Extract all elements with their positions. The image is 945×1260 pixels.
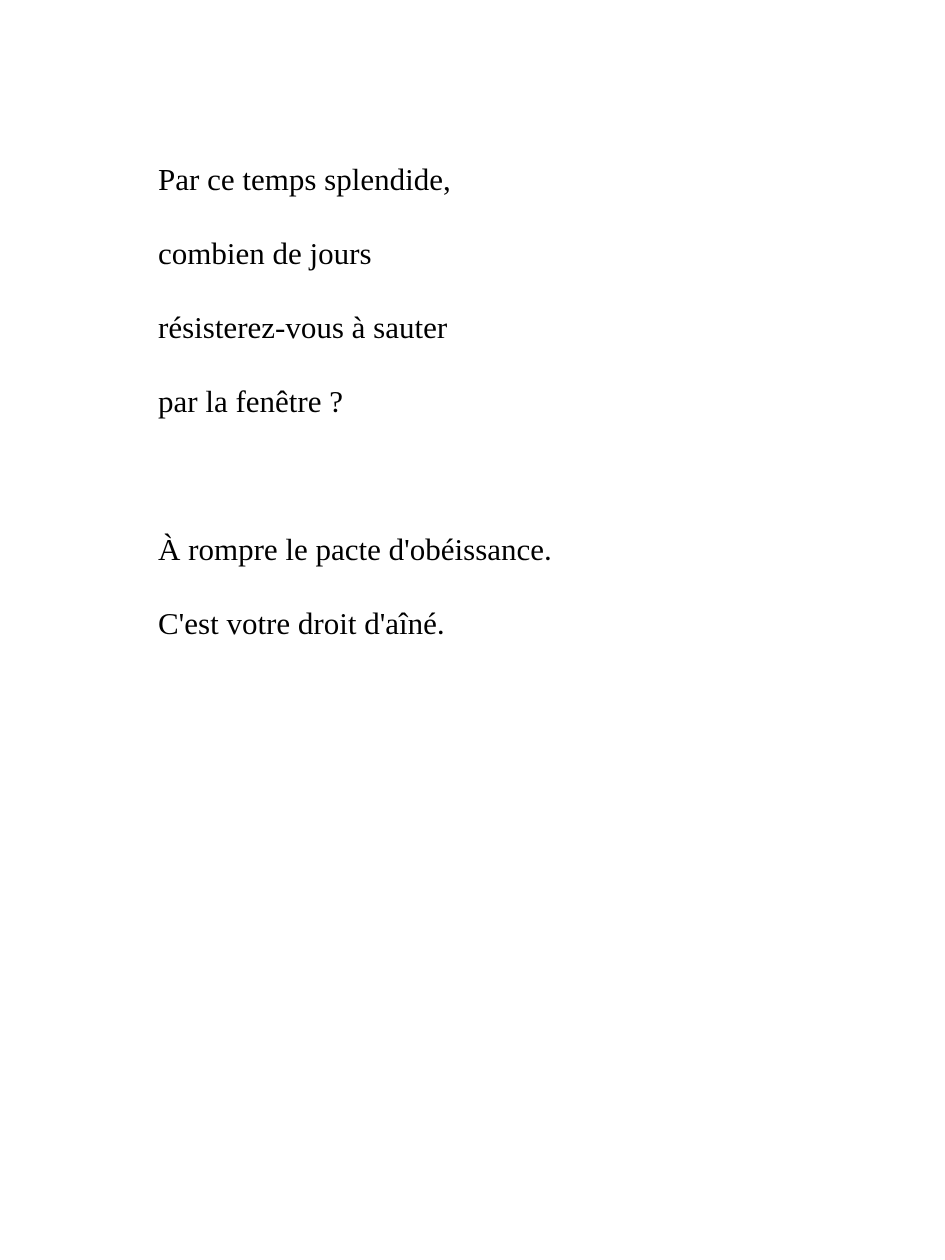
poem-line: À rompre le pacte d'obéissance. <box>158 532 552 567</box>
poem-line: C'est votre droit d'aîné. <box>158 606 445 641</box>
poem-line: combien de jours <box>158 236 372 271</box>
poem-line: par la fenêtre ? <box>158 384 344 419</box>
poem-line: Par ce temps splendide, <box>158 162 451 197</box>
poem-line: résisterez-vous à sauter <box>158 310 448 345</box>
